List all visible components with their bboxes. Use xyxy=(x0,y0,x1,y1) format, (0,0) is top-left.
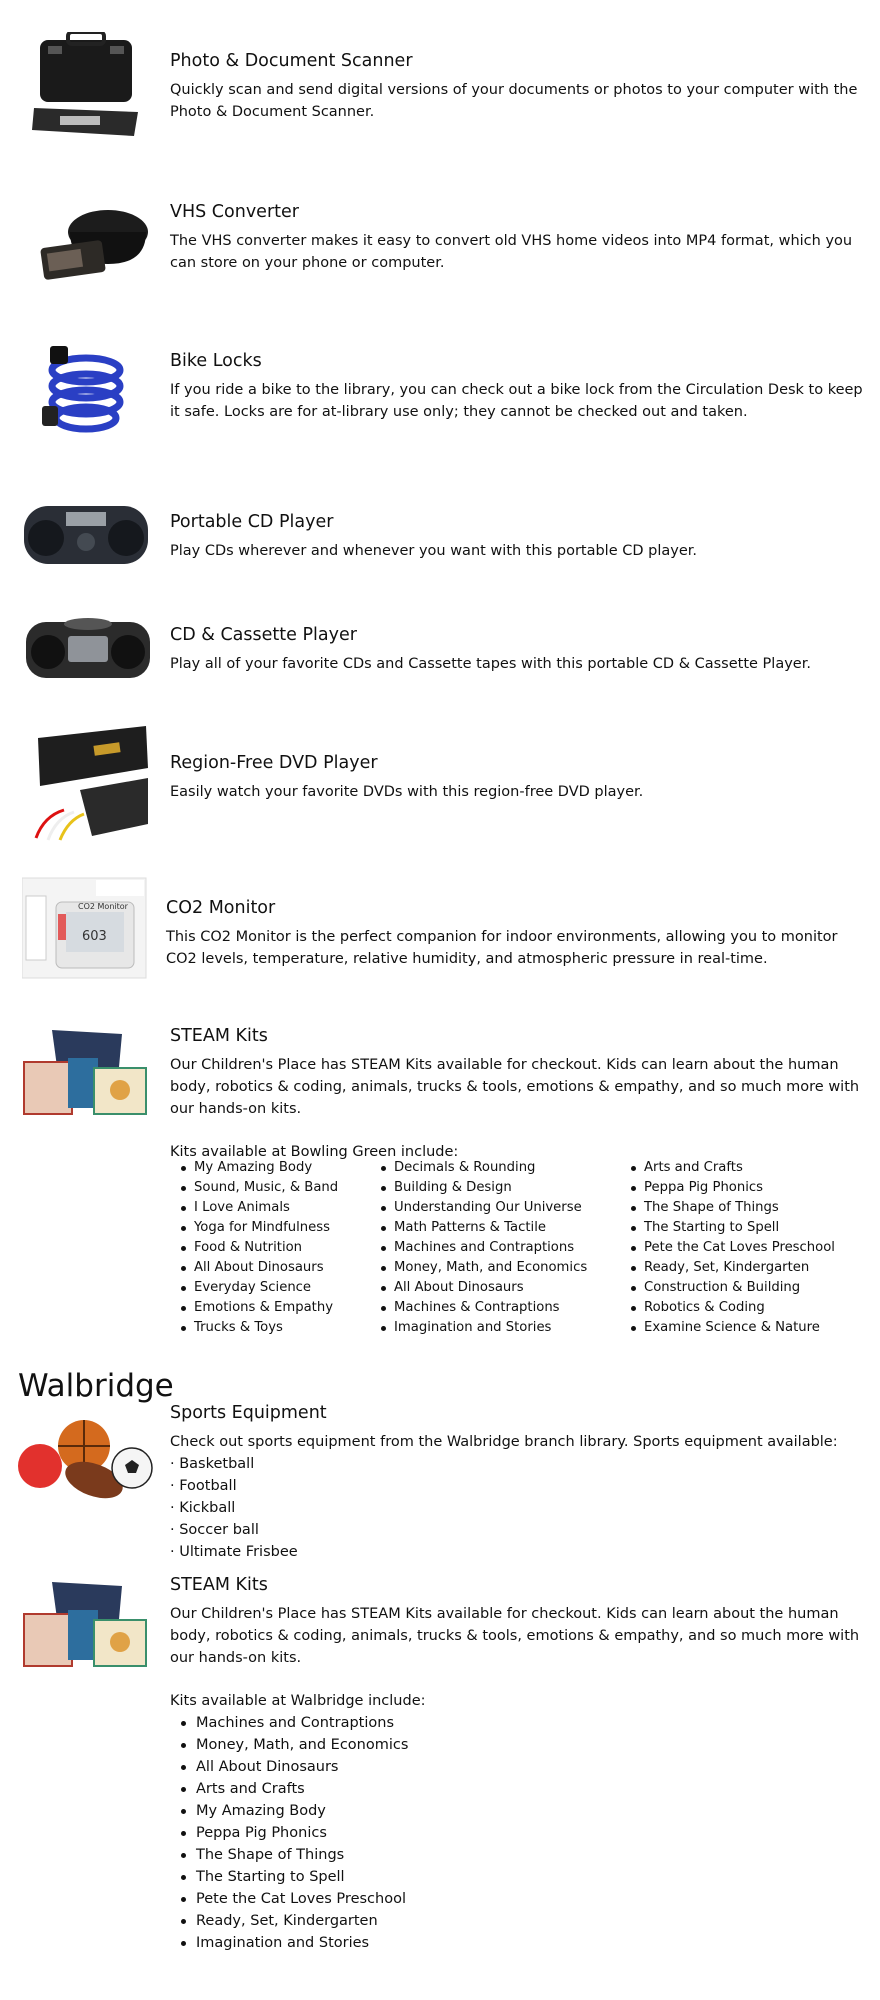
list-item: Food & Nutrition xyxy=(180,1238,380,1258)
list-item: Everyday Science xyxy=(180,1278,380,1298)
list-item: Ready, Set, Kindergarten xyxy=(170,1910,408,1932)
steam-kit-icon xyxy=(22,1028,150,1116)
item-description: Quickly scan and send digital versions of your documents or photos to your computer with the Photo & Document Scanner. xyxy=(170,82,858,120)
list-item: · Ultimate Frisbee xyxy=(170,1544,298,1560)
item-description: This CO2 Monitor is the perfect companion for indoor environments, allowing you to monitor CO2 levels, temperature, relative humidity, and atmospheric pressure in real-time. xyxy=(166,929,838,967)
list-item: Arts and Crafts xyxy=(170,1778,408,1800)
list-item: Money, Math, and Economics xyxy=(380,1258,630,1278)
cd-player-icon xyxy=(22,500,150,568)
list-item: Pete the Cat Loves Preschool xyxy=(630,1238,830,1258)
item-description: Our Children's Place has STEAM Kits available for checkout. Kids can learn about the human body, robotics & coding, animals, trucks & tools, emotions & empathy, and so much more with our hands-on kits. xyxy=(170,1606,860,1666)
list-item: All About Dinosaurs xyxy=(180,1258,380,1278)
list-item: My Amazing Body xyxy=(180,1158,380,1178)
list-item: Ready, Set, Kindergarten xyxy=(630,1258,830,1278)
list-item: Machines and Contraptions xyxy=(170,1712,408,1734)
item-title: Photo & Document Scanner xyxy=(170,51,413,71)
list-item: Machines and Contraptions xyxy=(380,1238,630,1258)
steam-kit-icon xyxy=(22,1580,150,1668)
list-item: My Amazing Body xyxy=(170,1800,408,1822)
list-item: The Starting to Spell xyxy=(630,1218,830,1238)
list-item: I Love Animals xyxy=(180,1198,380,1218)
item-description: Play all of your favorite CDs and Cassette tapes with this portable CD & Cassette Player. xyxy=(170,656,811,672)
kits-column xyxy=(630,1158,835,1338)
kits-intro: Kits available at Bowling Green include: xyxy=(170,1144,459,1160)
list-item: Decimals & Rounding xyxy=(380,1158,630,1178)
sports-balls-icon xyxy=(18,1416,154,1506)
list-item: The Starting to Spell xyxy=(170,1866,408,1888)
list-item: All About Dinosaurs xyxy=(170,1756,408,1778)
list-item: Sound, Music, & Band xyxy=(180,1178,380,1198)
list-item: Examine Science & Nature xyxy=(630,1318,830,1338)
scanner-icon xyxy=(30,32,142,142)
item-title: Bike Locks xyxy=(170,351,262,371)
list-item: · Football xyxy=(170,1478,237,1494)
item-title: Portable CD Player xyxy=(170,512,334,532)
item-description: The VHS converter makes it easy to convert old VHS home videos into MP4 format, which you can store on your phone or computer. xyxy=(170,233,853,271)
item-description: Play CDs wherever and whenever you want with this portable CD player. xyxy=(170,543,697,559)
dvd-player-icon xyxy=(30,720,150,844)
sports-equipment-list xyxy=(170,1453,298,1563)
item-description: Easily watch your favorite DVDs with this region-free DVD player. xyxy=(170,784,644,800)
list-item: Peppa Pig Phonics xyxy=(170,1822,408,1844)
list-item: Emotions & Empathy xyxy=(180,1298,380,1318)
list-item: Money, Math, and Economics xyxy=(170,1734,408,1756)
item-description: If you ride a bike to the library, you can check out a bike lock from the Circulation Desk to keep it safe. Locks are for at-library use only; they cannot be checked out and taken. xyxy=(170,382,863,420)
list-item: Understanding Our Universe xyxy=(380,1198,630,1218)
vhs-converter-icon xyxy=(38,200,150,290)
list-item: Peppa Pig Phonics xyxy=(630,1178,830,1198)
bike-lock-icon xyxy=(40,340,130,440)
list-item: Building & Design xyxy=(380,1178,630,1198)
list-item: · Kickball xyxy=(170,1500,236,1516)
list-item: Imagination and Stories xyxy=(170,1932,408,1954)
item-title: CO2 Monitor xyxy=(166,898,276,918)
kits-list xyxy=(170,1712,408,1954)
kits-column xyxy=(180,1158,380,1338)
list-item: Yoga for Mindfulness xyxy=(180,1218,380,1238)
item-title: CD & Cassette Player xyxy=(170,625,357,645)
list-item: Arts and Crafts xyxy=(630,1158,830,1178)
item-description: Our Children's Place has STEAM Kits available for checkout. Kids can learn about the human body, robotics & coding, animals, trucks & tools, emotions & empathy, and so much more with our hands-on kits. xyxy=(170,1057,860,1117)
list-item: · Soccer ball xyxy=(170,1522,259,1538)
kits-intro: Kits available at Walbridge include: xyxy=(170,1693,426,1709)
list-item: All About Dinosaurs xyxy=(380,1278,630,1298)
list-item: Math Patterns & Tactile xyxy=(380,1218,630,1238)
item-title: STEAM Kits xyxy=(170,1026,268,1046)
list-item: Imagination and Stories xyxy=(380,1318,630,1338)
item-title: Region-Free DVD Player xyxy=(170,753,378,773)
co2-label-text: CO2 Monitor xyxy=(78,902,128,911)
kits-column xyxy=(380,1158,630,1338)
list-item: Robotics & Coding xyxy=(630,1298,830,1318)
co2-reading-text: 603 xyxy=(82,929,107,944)
list-item: Machines & Contraptions xyxy=(380,1298,630,1318)
list-item: · Basketball xyxy=(170,1456,255,1472)
item-title: STEAM Kits xyxy=(170,1575,268,1595)
item-title: VHS Converter xyxy=(170,202,299,222)
list-item: Pete the Cat Loves Preschool xyxy=(170,1888,408,1910)
kits-list-columns xyxy=(180,1158,835,1338)
co2-monitor-icon xyxy=(22,876,150,980)
list-item: Construction & Building xyxy=(630,1278,830,1298)
list-item: The Shape of Things xyxy=(630,1198,830,1218)
cassette-player-icon xyxy=(24,612,152,682)
item-description: Check out sports equipment from the Walbridge branch library. Sports equipment available: xyxy=(170,1434,838,1450)
item-title: Sports Equipment xyxy=(170,1403,327,1423)
section-heading-walbridge: Walbridge xyxy=(18,1368,174,1404)
list-item: The Shape of Things xyxy=(170,1844,408,1866)
list-item: Trucks & Toys xyxy=(180,1318,380,1338)
